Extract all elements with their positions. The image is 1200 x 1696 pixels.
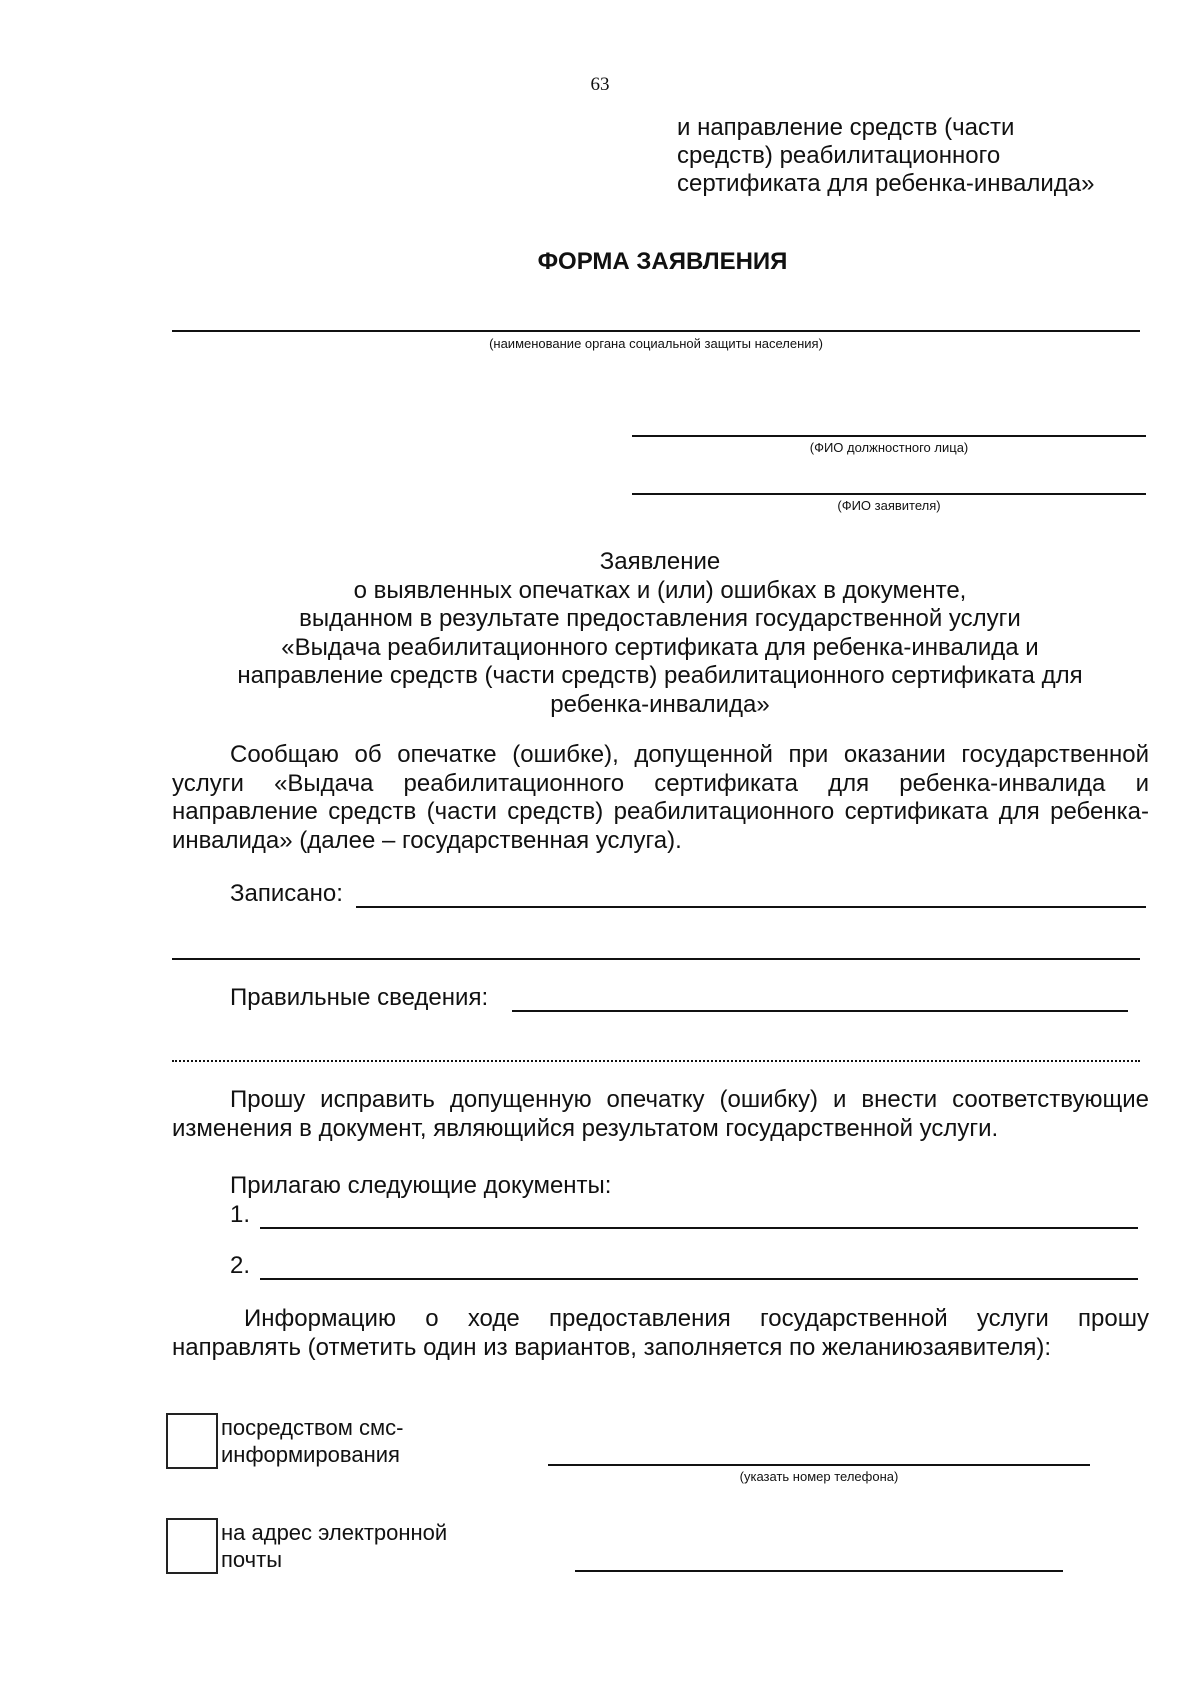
organ-name-caption: (наименование органа социальной защиты населения) <box>489 336 823 351</box>
statement-heading-line: о выявленных опечатках и (или) ошибках в документе, <box>353 576 967 604</box>
recorded-field-line[interactable] <box>356 906 1146 908</box>
official-name-line[interactable] <box>632 435 1146 437</box>
request-paragraph: Прошу исправить допущенную опечатку (ошибку) и внести соответствующие изменения в документ, являющийся результатом государственной услуги. <box>172 1086 1149 1142</box>
statement-heading-line: направление средств (части средств) реабилитационного сертификата для <box>237 662 1083 690</box>
statement-heading-line: Заявление <box>599 548 721 575</box>
statement-heading-line: ребенка-инвалида» <box>550 690 770 718</box>
form-title: ФОРМА ЗАЯВЛЕНИЯ <box>537 248 788 275</box>
statement-heading-line: «Выдача реабилитационного сертификата для ребенка-инвалида и <box>281 633 1039 661</box>
sms-option-label-line: посредством смс- <box>221 1415 404 1440</box>
statement-heading-line: выданном в результате предоставления государственной услуги <box>299 605 1021 633</box>
attachment-number-1: 1. <box>230 1201 251 1228</box>
email-address-line[interactable] <box>575 1570 1063 1572</box>
phone-number-line[interactable] <box>548 1464 1090 1466</box>
email-option-label-line: почты <box>221 1547 283 1572</box>
attachment-line-1[interactable] <box>260 1227 1138 1229</box>
report-paragraph: Сообщаю об опечатке (ошибке), допущенной при оказании государственной услуги «Выдача реабилитационного сертификата для ребенка-инвалида и направление средств (части средств) реабилитационного сертификата для ребенка-инвалида» (далее – государственная услуга). <box>172 741 1149 854</box>
email-option-checkbox[interactable] <box>166 1518 218 1574</box>
sms-option-label <box>221 1414 403 1468</box>
official-name-caption: (ФИО должностного лица) <box>809 440 969 455</box>
correct-info-label: Правильные сведения: <box>230 984 489 1011</box>
organ-name-line[interactable] <box>172 330 1140 332</box>
attachment-line-2[interactable] <box>260 1278 1138 1280</box>
attachment-number-2: 2. <box>230 1252 251 1279</box>
page-number: 63 <box>590 74 610 95</box>
recorded-field-line-2[interactable] <box>172 958 1140 960</box>
sms-option-label-line: информирования <box>221 1442 400 1467</box>
email-option-label <box>221 1519 447 1573</box>
attach-label: Прилагаю следующие документы: <box>230 1172 612 1199</box>
statement-heading <box>170 548 1150 720</box>
applicant-name-line[interactable] <box>632 493 1146 495</box>
email-option-label-line: на адрес электронной <box>221 1520 448 1545</box>
info-paragraph: Информацию о ходе предоставления государственной услуги прошу направлять (отметить один из вариантов, заполняется по желаниюзаявителя): <box>172 1305 1149 1361</box>
sms-option-checkbox[interactable] <box>166 1413 218 1469</box>
header-line: средств) реабилитационного <box>677 142 1001 169</box>
header-note <box>677 114 1094 198</box>
recorded-label: Записано: <box>230 880 343 907</box>
applicant-name-caption: (ФИО заявителя) <box>837 498 941 513</box>
phone-number-caption: (указать номер телефона) <box>739 1469 899 1484</box>
header-line: и направление средств (части <box>677 114 1015 141</box>
header-line: сертификата для ребенка-инвалида» <box>677 170 1095 197</box>
correct-info-field-line[interactable] <box>512 1010 1128 1012</box>
correct-info-field-line-2[interactable] <box>172 1060 1140 1062</box>
